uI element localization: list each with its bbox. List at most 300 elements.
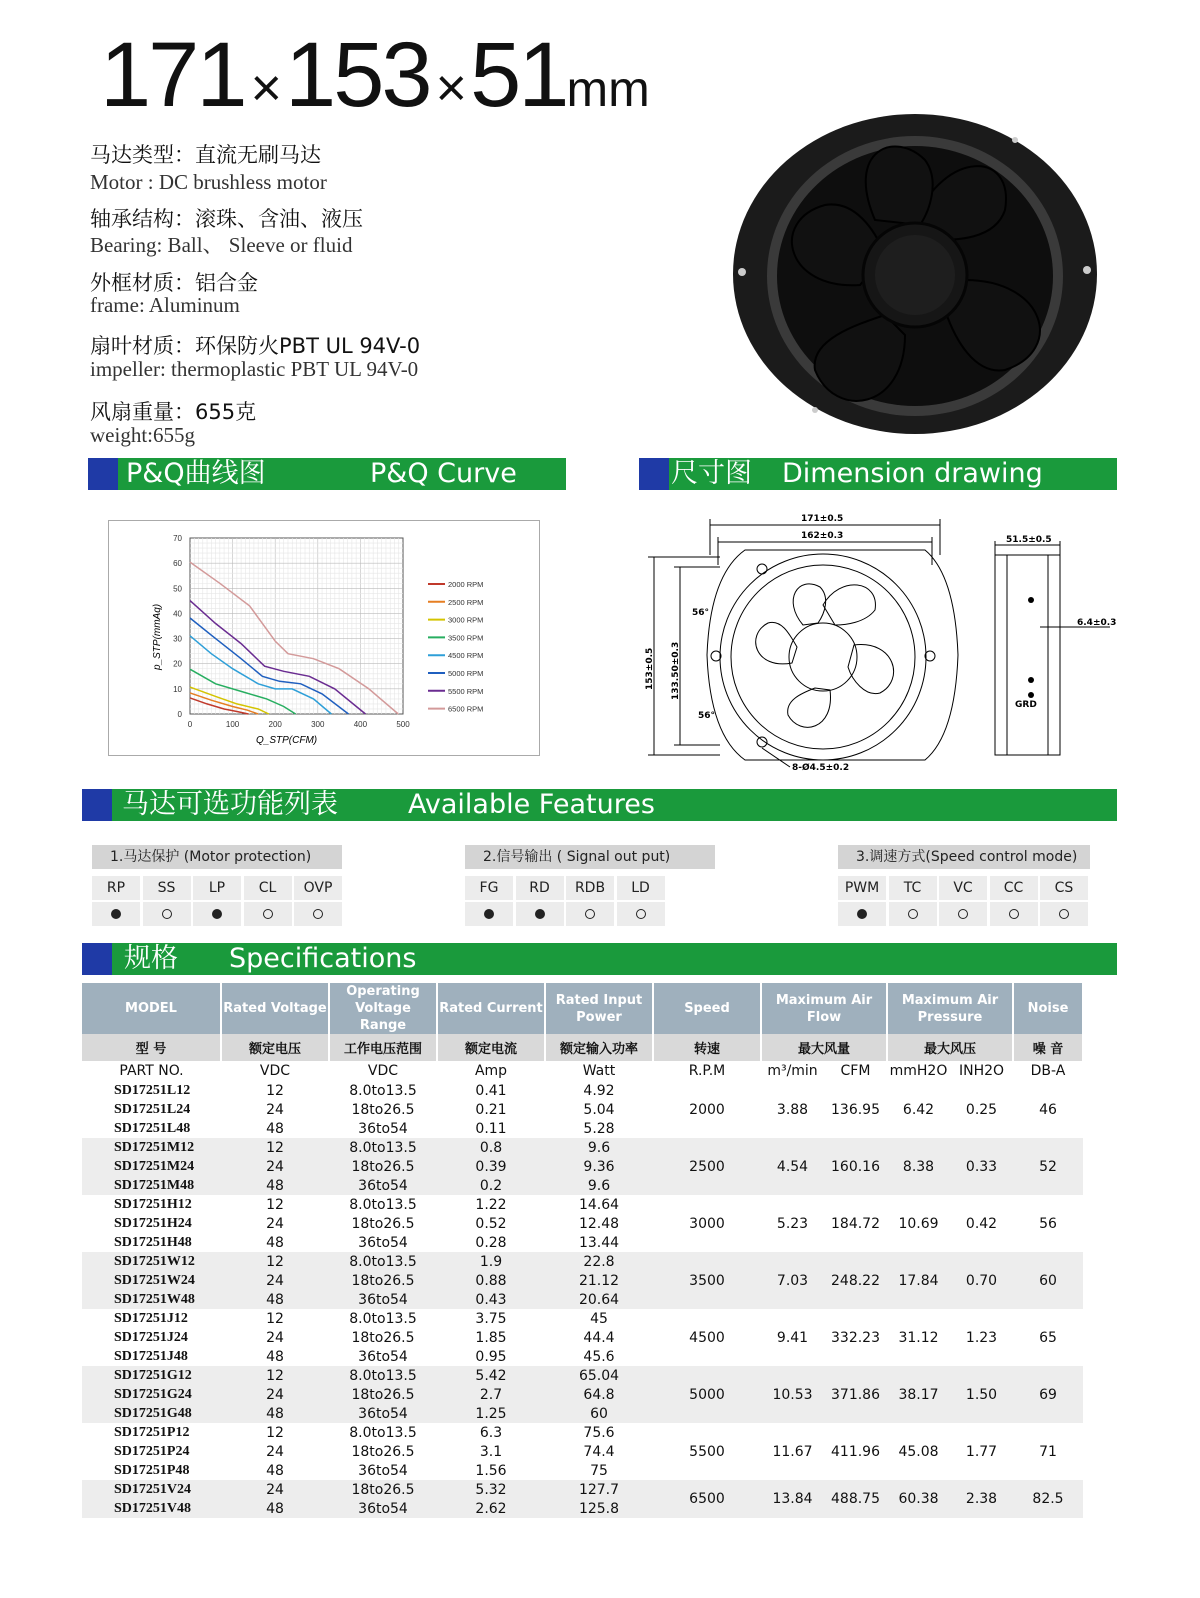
blue-marker [639, 458, 669, 490]
input-power: 75 [545, 1461, 653, 1480]
rated-current: 2.7 [437, 1385, 545, 1404]
rated-voltage: 48 [221, 1233, 329, 1252]
input-power: 45.6 [545, 1347, 653, 1366]
rated-voltage: 24 [221, 1100, 329, 1119]
part-number: SD17251H24 [82, 1214, 221, 1233]
rated-current: 0.41 [437, 1081, 545, 1100]
angle-bottom-label: 56° [698, 711, 716, 721]
feature-indicator-rd [516, 902, 564, 926]
rated-current: 0.11 [437, 1119, 545, 1138]
feature-label-ss: SS [143, 876, 191, 900]
col-max-air-pressure: Maximum Air Pressure [887, 983, 1013, 1034]
frame-zh: 外框材质：铝合金 [90, 271, 258, 295]
rated-current: 3.75 [437, 1309, 545, 1328]
legend-label: 6500 RPM [448, 704, 484, 714]
noise-dba: 82.5 [1013, 1480, 1083, 1518]
table-row [82, 1081, 1083, 1100]
rated-voltage: 48 [221, 1404, 329, 1423]
air-flow-cfm: 136.95 [824, 1081, 887, 1138]
part-number: SD17251M12 [82, 1138, 221, 1157]
feature-label-rdb: RDB [566, 876, 614, 900]
voltage-range: 18to26.5 [329, 1480, 437, 1499]
part-number: SD17251W24 [82, 1271, 221, 1290]
col-model: MODEL [82, 983, 221, 1034]
feature-label-cl: CL [244, 876, 292, 900]
rated-current: 1.25 [437, 1404, 545, 1423]
y-tick-label: 30 [173, 634, 182, 644]
part-number: SD17251L24 [82, 1100, 221, 1119]
rated-voltage: 48 [221, 1461, 329, 1480]
legend-label: 5000 RPM [448, 669, 484, 678]
y-tick-label: 70 [173, 534, 182, 543]
feature-indicator-tc [889, 902, 937, 926]
rated-voltage: 12 [221, 1366, 329, 1385]
voltage-range: 36to54 [329, 1233, 437, 1252]
part-number: SD17251H12 [82, 1195, 221, 1214]
air-flow-m3min: 9.41 [761, 1309, 824, 1366]
voltage-range: 36to54 [329, 1499, 437, 1518]
voltage-range: 8.0to13.5 [329, 1366, 437, 1385]
feature-indicator-fg [465, 902, 513, 926]
filled-dot-icon [111, 909, 121, 919]
air-flow-cfm: 248.22 [824, 1252, 887, 1309]
speed-rpm: 5500 [653, 1423, 761, 1480]
empty-dot-icon [636, 909, 646, 919]
table-row [82, 1252, 1083, 1271]
empty-dot-icon [908, 909, 918, 919]
part-number: SD17251G24 [82, 1385, 221, 1404]
part-number: SD17251J24 [82, 1328, 221, 1347]
air-flow-cfm: 160.16 [824, 1138, 887, 1195]
rated-voltage: 12 [221, 1195, 329, 1214]
voltage-range: 8.0to13.5 [329, 1195, 437, 1214]
pressure-inh2o: 1.77 [950, 1423, 1013, 1480]
col-rated-voltage-zh: 额定电压 [221, 1034, 329, 1061]
input-power: 44.4 [545, 1328, 653, 1347]
feature-label-fg: FG [465, 876, 513, 900]
filled-dot-icon [484, 909, 494, 919]
part-number: SD17251J48 [82, 1347, 221, 1366]
rated-voltage: 24 [221, 1385, 329, 1404]
speed-rpm: 6500 [653, 1480, 761, 1518]
air-flow-m3min: 5.23 [761, 1195, 824, 1252]
voltage-range: 8.0to13.5 [329, 1309, 437, 1328]
part-number: SD17251P24 [82, 1442, 221, 1461]
motor-type-zh: 马达类型：直流无刷马达 [90, 143, 321, 167]
table-row [82, 1309, 1083, 1328]
depth-51-label: 51.5±0.5 [1006, 535, 1052, 545]
input-power: 21.12 [545, 1271, 653, 1290]
empty-dot-icon [1009, 909, 1019, 919]
col-rated-current: Rated Current [437, 983, 545, 1034]
blue-marker [88, 458, 118, 490]
y-tick-label: 40 [173, 609, 182, 619]
y-tick-label: 20 [173, 659, 182, 669]
voltage-range: 18to26.5 [329, 1442, 437, 1461]
feature-label-rd: RD [516, 876, 564, 900]
air-flow-m3min: 13.84 [761, 1480, 824, 1518]
col-rated-voltage: Rated Voltage [221, 983, 329, 1034]
input-power: 125.8 [545, 1499, 653, 1518]
feature-indicator-cc [990, 902, 1038, 926]
feature-indicator-cl [244, 902, 292, 926]
feature-indicator-vc [939, 902, 987, 926]
rated-voltage: 48 [221, 1290, 329, 1309]
input-power: 14.64 [545, 1195, 653, 1214]
dimension-title-zh: 尺寸图 [671, 458, 752, 489]
specifications-title-en: Specifications [229, 943, 417, 974]
impeller-en: impeller: thermoplastic PBT UL 94V-0 [90, 357, 419, 381]
rated-current: 1.85 [437, 1328, 545, 1347]
input-power: 5.28 [545, 1119, 653, 1138]
flange-6-4-label: 6.4±0.3 [1077, 618, 1117, 628]
pressure-inh2o: 0.33 [950, 1138, 1013, 1195]
rated-voltage: 48 [221, 1176, 329, 1195]
col-model-zh: 型 号 [82, 1034, 221, 1061]
voltage-range: 36to54 [329, 1119, 437, 1138]
air-flow-m3min: 7.03 [761, 1252, 824, 1309]
width-162-label: 162±0.3 [801, 531, 844, 541]
pressure-mmh2o: 6.42 [887, 1081, 950, 1138]
legend-label: 3000 RPM [448, 615, 484, 625]
voltage-range: 36to54 [329, 1290, 437, 1309]
pressure-mmh2o: 17.84 [887, 1252, 950, 1309]
filled-dot-icon [212, 909, 222, 919]
col-rated-input-power: Rated Input Power [545, 983, 653, 1034]
voltage-range: 36to54 [329, 1461, 437, 1480]
empty-dot-icon [313, 909, 323, 919]
table-row [82, 1195, 1083, 1214]
rated-voltage: 24 [221, 1480, 329, 1499]
height-133-label: 133.50±0.3 [671, 641, 681, 700]
voltage-range: 36to54 [329, 1176, 437, 1195]
blue-marker [82, 943, 112, 975]
col-speed: Speed [653, 983, 761, 1034]
part-number: SD17251L48 [82, 1119, 221, 1138]
rated-current: 1.56 [437, 1461, 545, 1480]
impeller-zh: 扇叶材质：环保防火PBT UL 94V-0 [90, 334, 421, 358]
rated-current: 0.2 [437, 1176, 545, 1195]
empty-dot-icon [162, 909, 172, 919]
part-number: SD17251G12 [82, 1366, 221, 1385]
air-flow-cfm: 371.86 [824, 1366, 887, 1423]
unit-vdc-range: VDC [329, 1061, 437, 1081]
rated-voltage: 48 [221, 1347, 329, 1366]
empty-dot-icon [585, 909, 595, 919]
input-power: 9.36 [545, 1157, 653, 1176]
input-power: 60 [545, 1404, 653, 1423]
feature-indicator-lp [193, 902, 241, 926]
unit-inh2o: INH2O [950, 1061, 1013, 1081]
voltage-range: 8.0to13.5 [329, 1138, 437, 1157]
col-speed-zh: 转速 [653, 1034, 761, 1061]
pressure-mmh2o: 45.08 [887, 1423, 950, 1480]
col-operating-voltage-zh: 工作电压范围 [329, 1034, 437, 1061]
input-power: 127.7 [545, 1480, 653, 1499]
y-tick-label: 50 [173, 584, 182, 594]
input-power: 20.64 [545, 1290, 653, 1309]
pressure-mmh2o: 8.38 [887, 1138, 950, 1195]
input-power: 13.44 [545, 1233, 653, 1252]
hole-spec-label: 8-Ø4.5±0.2 [792, 763, 850, 773]
voltage-range: 18to26.5 [329, 1271, 437, 1290]
air-flow-cfm: 411.96 [824, 1423, 887, 1480]
part-number: SD17251V24 [82, 1480, 221, 1499]
table-row [82, 1423, 1083, 1442]
unit-vdc: VDC [221, 1061, 329, 1081]
input-power: 74.4 [545, 1442, 653, 1461]
rated-voltage: 12 [221, 1309, 329, 1328]
x-tick-label: 300 [311, 720, 325, 729]
speed-rpm: 3500 [653, 1252, 761, 1309]
pq-curve-header [88, 458, 566, 490]
part-number: SD17251H48 [82, 1233, 221, 1252]
part-number: SD17251W48 [82, 1290, 221, 1309]
air-flow-cfm: 184.72 [824, 1195, 887, 1252]
air-flow-m3min: 10.53 [761, 1366, 824, 1423]
height-153-label: 153±0.5 [645, 647, 655, 690]
unit-watt: Watt [545, 1061, 653, 1081]
feature-indicator-pwm [838, 902, 886, 926]
fan-photo [725, 110, 1105, 440]
noise-dba: 56 [1013, 1195, 1083, 1252]
col-noise-zh: 噪 音 [1013, 1034, 1083, 1061]
x-tick-label: 0 [187, 720, 193, 729]
feature-label-tc: TC [889, 876, 937, 900]
y-tick-label: 60 [173, 559, 182, 569]
col-noise: Noise [1013, 983, 1083, 1034]
part-number: SD17251M24 [82, 1157, 221, 1176]
feature-label-rp: RP [92, 876, 140, 900]
frame-en: frame: Aluminum [90, 293, 240, 317]
rated-voltage: 24 [221, 1214, 329, 1233]
col-max-air-pressure-zh: 最大风压 [887, 1034, 1013, 1061]
pressure-inh2o: 0.25 [950, 1081, 1013, 1138]
voltage-range: 18to26.5 [329, 1214, 437, 1233]
speed-rpm: 2500 [653, 1138, 761, 1195]
input-power: 64.8 [545, 1385, 653, 1404]
feature-label-lp: LP [193, 876, 241, 900]
weight-zh: 风扇重量：655克 [90, 400, 257, 424]
rated-voltage: 24 [221, 1442, 329, 1461]
part-number: SD17251P12 [82, 1423, 221, 1442]
pressure-mmh2o: 10.69 [887, 1195, 950, 1252]
voltage-range: 36to54 [329, 1347, 437, 1366]
pressure-mmh2o: 38.17 [887, 1366, 950, 1423]
col-rated-current-zh: 额定电流 [437, 1034, 545, 1061]
x-tick-label: 100 [225, 720, 240, 729]
rated-voltage: 12 [221, 1252, 329, 1271]
input-power: 22.8 [545, 1252, 653, 1271]
rated-voltage: 12 [221, 1423, 329, 1442]
pressure-mmh2o: 31.12 [887, 1309, 950, 1366]
legend-label: 5500 RPM [448, 686, 484, 696]
voltage-range: 18to26.5 [329, 1385, 437, 1404]
voltage-range: 36to54 [329, 1404, 437, 1423]
part-number: SD17251M48 [82, 1176, 221, 1195]
rated-current: 1.22 [437, 1195, 545, 1214]
ground-label: GRD [1015, 700, 1037, 710]
bearing-zh: 轴承结构：滚珠、含油、液压 [90, 207, 363, 231]
voltage-range: 8.0to13.5 [329, 1423, 437, 1442]
speed-rpm: 3000 [653, 1195, 761, 1252]
rated-current: 6.3 [437, 1423, 545, 1442]
table-row [82, 1138, 1083, 1157]
filled-dot-icon [535, 909, 545, 919]
x-tick-label: 500 [396, 720, 410, 729]
pressure-inh2o: 1.50 [950, 1366, 1013, 1423]
table-row [82, 1480, 1083, 1499]
rated-current: 0.21 [437, 1100, 545, 1119]
part-number: SD17251G48 [82, 1404, 221, 1423]
pq-chart [108, 520, 540, 756]
feature-indicator-rdb [566, 902, 614, 926]
feature-indicator-ovp [294, 902, 342, 926]
pressure-inh2o: 0.70 [950, 1252, 1013, 1309]
unit-amp: Amp [437, 1061, 545, 1081]
col-rated-input-power-zh: 额定输入功率 [545, 1034, 653, 1061]
voltage-range: 18to26.5 [329, 1157, 437, 1176]
input-power: 4.92 [545, 1081, 653, 1100]
rated-current: 1.9 [437, 1252, 545, 1271]
weight-en: weight:655g [90, 423, 195, 447]
air-flow-m3min: 4.54 [761, 1138, 824, 1195]
pressure-inh2o: 2.38 [950, 1480, 1013, 1518]
legend-label: 2000 RPM [448, 580, 484, 589]
feature-label-pwm: PWM [838, 876, 886, 900]
voltage-range: 18to26.5 [329, 1328, 437, 1347]
pq-curve-title-zh: P&Q曲线图 [126, 458, 266, 489]
rated-current: 3.1 [437, 1442, 545, 1461]
col-max-air-flow-zh: 最大风量 [761, 1034, 887, 1061]
legend-label: 3500 RPM [448, 633, 484, 643]
unit-cfm: CFM [824, 1061, 887, 1081]
air-flow-m3min: 11.67 [761, 1423, 824, 1480]
feature-label-ld: LD [617, 876, 665, 900]
bearing-en: Bearing: Ball、 Sleeve or fluid [90, 233, 353, 257]
feature-group-title: 1.马达保护 (Motor protection) [92, 845, 342, 869]
specifications-title-zh: 规格 [124, 943, 178, 974]
speed-rpm: 5000 [653, 1366, 761, 1423]
pressure-mmh2o: 60.38 [887, 1480, 950, 1518]
rated-current: 2.62 [437, 1499, 545, 1518]
page-title: 171 ×153 ×51mm [100, 24, 650, 126]
pressure-inh2o: 1.23 [950, 1309, 1013, 1366]
specifications-header [82, 943, 1117, 975]
feature-label-cc: CC [990, 876, 1038, 900]
speed-rpm: 4500 [653, 1309, 761, 1366]
rated-voltage: 12 [221, 1081, 329, 1100]
input-power: 45 [545, 1309, 653, 1328]
width-171-label: 171±0.5 [801, 514, 844, 524]
voltage-range: 8.0to13.5 [329, 1081, 437, 1100]
x-tick-label: 200 [268, 720, 282, 729]
voltage-range: 18to26.5 [329, 1100, 437, 1119]
rated-current: 0.95 [437, 1347, 545, 1366]
part-number: SD17251L12 [82, 1081, 221, 1100]
pressure-inh2o: 0.42 [950, 1195, 1013, 1252]
feature-indicator-cs [1040, 902, 1088, 926]
rated-current: 0.8 [437, 1138, 545, 1157]
features-title-zh: 马达可选功能列表 [122, 789, 338, 820]
rated-current: 0.52 [437, 1214, 545, 1233]
rated-current: 0.39 [437, 1157, 545, 1176]
legend-label: 2500 RPM [448, 597, 484, 607]
rated-voltage: 48 [221, 1499, 329, 1518]
feature-label-ovp: OVP [294, 876, 342, 900]
input-power: 65.04 [545, 1366, 653, 1385]
unit-m3min: m³/min [761, 1061, 824, 1081]
features-title-en: Available Features [408, 789, 655, 820]
y-tick-label: 10 [173, 684, 182, 694]
unit-rpm: R.P.M [653, 1061, 761, 1081]
part-number: SD17251P48 [82, 1461, 221, 1480]
table-row [82, 1366, 1083, 1385]
input-power: 9.6 [545, 1138, 653, 1157]
rated-voltage: 48 [221, 1119, 329, 1138]
pq-curve-title-en: P&Q Curve [370, 458, 517, 489]
feature-indicator-ss [143, 902, 191, 926]
empty-dot-icon [1059, 909, 1069, 919]
motor-type-en: Motor : DC brushless motor [90, 170, 327, 194]
col-operating-voltage: Operating Voltage Range [329, 983, 437, 1034]
rated-voltage: 24 [221, 1157, 329, 1176]
y-tick-label: 0 [177, 710, 182, 719]
rated-voltage: 24 [221, 1328, 329, 1347]
unit-part-no: PART NO. [82, 1061, 221, 1081]
voltage-range: 8.0to13.5 [329, 1252, 437, 1271]
unit-dba: DB-A [1013, 1061, 1083, 1081]
part-number: SD17251W12 [82, 1252, 221, 1271]
x-axis-label: Q_STP(CFM) [256, 735, 318, 746]
input-power: 12.48 [545, 1214, 653, 1233]
rated-current: 0.28 [437, 1233, 545, 1252]
noise-dba: 65 [1013, 1309, 1083, 1366]
input-power: 9.6 [545, 1176, 653, 1195]
noise-dba: 60 [1013, 1252, 1083, 1309]
y-axis-label: p_STP(mmAq) [152, 603, 163, 670]
speed-rpm: 2000 [653, 1081, 761, 1138]
part-number: SD17251J12 [82, 1309, 221, 1328]
specifications-table [82, 983, 1084, 1518]
noise-dba: 52 [1013, 1138, 1083, 1195]
dimension-drawing [640, 505, 1120, 775]
x-tick-label: 400 [353, 720, 368, 729]
rated-voltage: 12 [221, 1138, 329, 1157]
noise-dba: 71 [1013, 1423, 1083, 1480]
filled-dot-icon [857, 909, 867, 919]
noise-dba: 46 [1013, 1081, 1083, 1138]
feature-label-vc: VC [939, 876, 987, 900]
air-flow-cfm: 332.23 [824, 1309, 887, 1366]
blue-marker [82, 789, 112, 821]
input-power: 75.6 [545, 1423, 653, 1442]
dimension-header [639, 458, 1117, 490]
angle-top-label: 56° [692, 608, 710, 618]
empty-dot-icon [958, 909, 968, 919]
rated-current: 0.88 [437, 1271, 545, 1290]
specifications-body [82, 1081, 1083, 1518]
legend-label: 4500 RPM [448, 651, 484, 661]
feature-indicator-ld [617, 902, 665, 926]
part-number: SD17251V48 [82, 1499, 221, 1518]
dimension-title-en: Dimension drawing [782, 458, 1043, 489]
input-power: 5.04 [545, 1100, 653, 1119]
rated-current: 5.42 [437, 1366, 545, 1385]
feature-indicator-rp [92, 902, 140, 926]
air-flow-m3min: 3.88 [761, 1081, 824, 1138]
feature-group-title: 2.信号输出 ( Signal out put) [465, 845, 715, 869]
